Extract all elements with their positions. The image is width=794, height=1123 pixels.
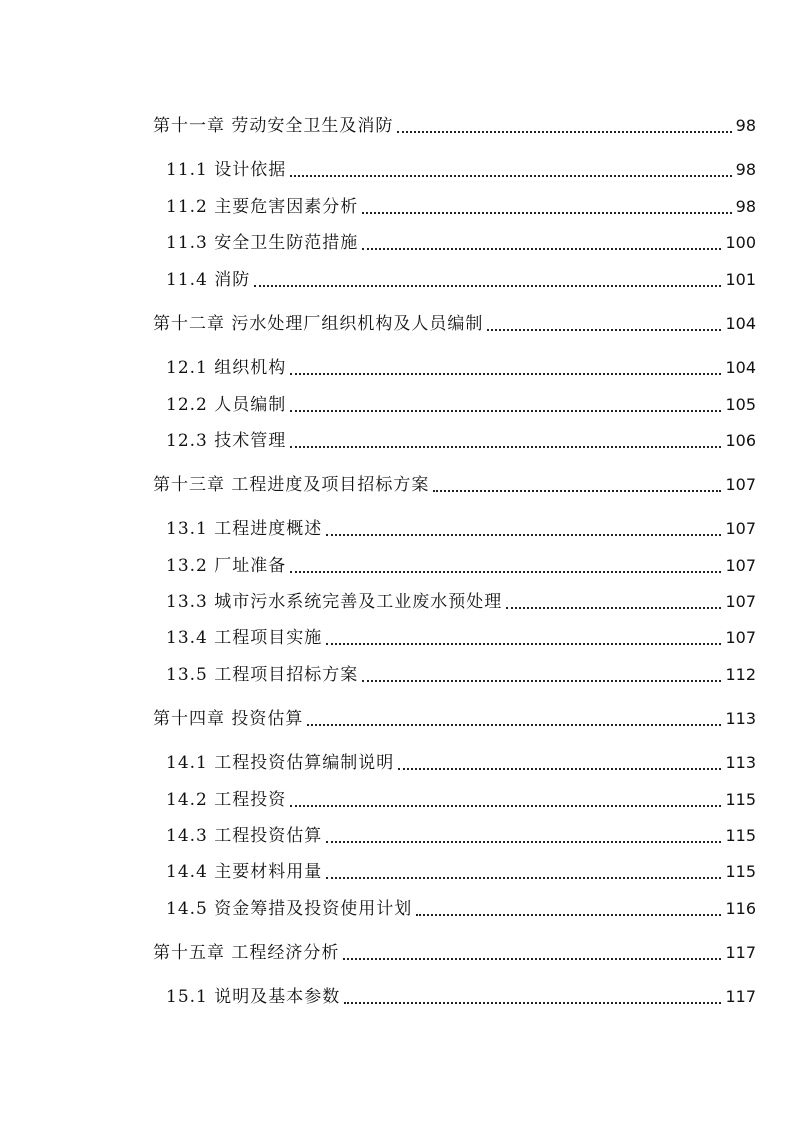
dot-leader bbox=[344, 1002, 721, 1004]
dot-leader bbox=[433, 490, 721, 492]
toc-entry-title: 第十二章 污水处理厂组织机构及人员编制 bbox=[153, 314, 484, 334]
toc-entry-title: 第十五章 工程经济分析 bbox=[153, 943, 340, 963]
toc-section-12-3[interactable] bbox=[166, 430, 756, 452]
toc-page-number: 113 bbox=[725, 709, 756, 728]
toc-page-number: 107 bbox=[725, 628, 756, 647]
dot-leader bbox=[362, 212, 731, 214]
toc-entry-title: 14.4 主要材料用量 bbox=[166, 862, 323, 882]
toc-entry-title: 第十一章 劳动安全卫生及消防 bbox=[153, 116, 394, 136]
toc-section-14-5[interactable] bbox=[166, 898, 756, 920]
dot-leader bbox=[362, 680, 721, 682]
toc-page-number: 104 bbox=[725, 314, 756, 333]
dot-leader bbox=[290, 446, 721, 448]
toc-page-number: 115 bbox=[725, 826, 756, 845]
toc-page-number: 107 bbox=[725, 592, 756, 611]
dot-leader bbox=[487, 329, 721, 331]
dot-leader bbox=[254, 285, 721, 287]
toc-page-number: 115 bbox=[725, 862, 756, 881]
toc-entry-title: 12.1 组织机构 bbox=[166, 358, 287, 378]
dot-leader bbox=[290, 571, 721, 573]
toc-entry-title: 13.3 城市污水系统完善及工业废水预处理 bbox=[166, 592, 503, 612]
dot-leader bbox=[362, 248, 721, 250]
toc-page-number: 106 bbox=[725, 431, 756, 450]
toc-section-13-3[interactable] bbox=[166, 591, 756, 613]
toc-section-12-1[interactable] bbox=[166, 357, 756, 379]
dot-leader bbox=[343, 958, 721, 960]
toc-section-14-4[interactable] bbox=[166, 861, 756, 883]
toc-entry-title: 12.3 技术管理 bbox=[166, 431, 287, 451]
toc-section-13-4[interactable] bbox=[166, 627, 756, 649]
toc-chapter-15[interactable] bbox=[153, 942, 756, 964]
toc-chapter-11[interactable] bbox=[153, 115, 756, 137]
toc-page-number: 107 bbox=[725, 519, 756, 538]
toc-page-number: 116 bbox=[725, 899, 756, 918]
toc-section-14-1[interactable] bbox=[166, 752, 756, 774]
toc-entry-title: 13.5 工程项目招标方案 bbox=[166, 665, 359, 685]
toc-entry-title: 14.2 工程投资 bbox=[166, 790, 287, 810]
toc-entry-title: 13.1 工程进度概述 bbox=[166, 519, 323, 539]
toc-page-number: 104 bbox=[725, 358, 756, 377]
dot-leader bbox=[506, 607, 721, 609]
toc-entry-title: 15.1 说明及基本参数 bbox=[166, 987, 341, 1007]
toc-chapter-14[interactable] bbox=[153, 708, 756, 730]
toc-page-number: 105 bbox=[725, 395, 756, 414]
toc-page-number: 100 bbox=[725, 233, 756, 252]
toc-section-14-2[interactable] bbox=[166, 789, 756, 811]
toc-section-11-4[interactable] bbox=[166, 269, 756, 291]
toc-entry-title: 13.4 工程项目实施 bbox=[166, 628, 323, 648]
toc-page-number: 112 bbox=[725, 665, 756, 684]
dot-leader bbox=[326, 534, 721, 536]
dot-leader bbox=[290, 175, 731, 177]
toc-section-11-2[interactable] bbox=[166, 196, 756, 218]
toc-section-14-3[interactable] bbox=[166, 825, 756, 847]
toc-page-number: 107 bbox=[725, 556, 756, 575]
dot-leader bbox=[290, 805, 721, 807]
toc-entry-title: 11.1 设计依据 bbox=[166, 160, 287, 180]
dot-leader bbox=[397, 131, 731, 133]
toc-page-number: 117 bbox=[725, 987, 756, 1006]
toc-page-number: 98 bbox=[735, 160, 756, 179]
toc-entry-title: 11.4 消防 bbox=[166, 270, 251, 290]
dot-leader bbox=[326, 877, 721, 879]
toc-entry-title: 14.1 工程投资估算编制说明 bbox=[166, 753, 395, 773]
toc-page-number: 98 bbox=[735, 197, 756, 216]
toc-section-13-2[interactable] bbox=[166, 555, 756, 577]
toc-page-number: 98 bbox=[735, 116, 756, 135]
toc-page-number: 117 bbox=[725, 943, 756, 962]
dot-leader bbox=[307, 724, 721, 726]
dot-leader bbox=[326, 841, 721, 843]
dot-leader bbox=[290, 373, 721, 375]
toc-entry-title: 第十四章 投资估算 bbox=[153, 709, 304, 729]
toc-entry-title: 14.5 资金筹措及投资使用计划 bbox=[166, 899, 413, 919]
toc-entry-title: 13.2 厂址准备 bbox=[166, 556, 287, 576]
toc-entry-title: 14.3 工程投资估算 bbox=[166, 826, 323, 846]
toc-page-number: 101 bbox=[725, 270, 756, 289]
dot-leader bbox=[326, 643, 721, 645]
toc-section-13-5[interactable] bbox=[166, 664, 756, 686]
toc-chapter-13[interactable] bbox=[153, 474, 756, 496]
dot-leader bbox=[416, 914, 721, 916]
dot-leader bbox=[290, 410, 721, 412]
toc-entry-title: 11.2 主要危害因素分析 bbox=[166, 197, 359, 217]
toc-page-number: 107 bbox=[725, 475, 756, 494]
toc-page-number: 113 bbox=[725, 753, 756, 772]
toc-section-13-1[interactable] bbox=[166, 518, 756, 540]
toc-section-11-3[interactable] bbox=[166, 232, 756, 254]
toc-entry-title: 第十三章 工程进度及项目招标方案 bbox=[153, 475, 430, 495]
toc-entry-title: 11.3 安全卫生防范措施 bbox=[166, 233, 359, 253]
dot-leader bbox=[398, 768, 721, 770]
toc-entry-title: 12.2 人员编制 bbox=[166, 395, 287, 415]
toc-section-15-1[interactable] bbox=[166, 986, 756, 1008]
toc-section-11-1[interactable] bbox=[166, 159, 756, 181]
toc-chapter-12[interactable] bbox=[153, 313, 756, 335]
toc-page-number: 115 bbox=[725, 790, 756, 809]
toc-section-12-2[interactable] bbox=[166, 394, 756, 416]
